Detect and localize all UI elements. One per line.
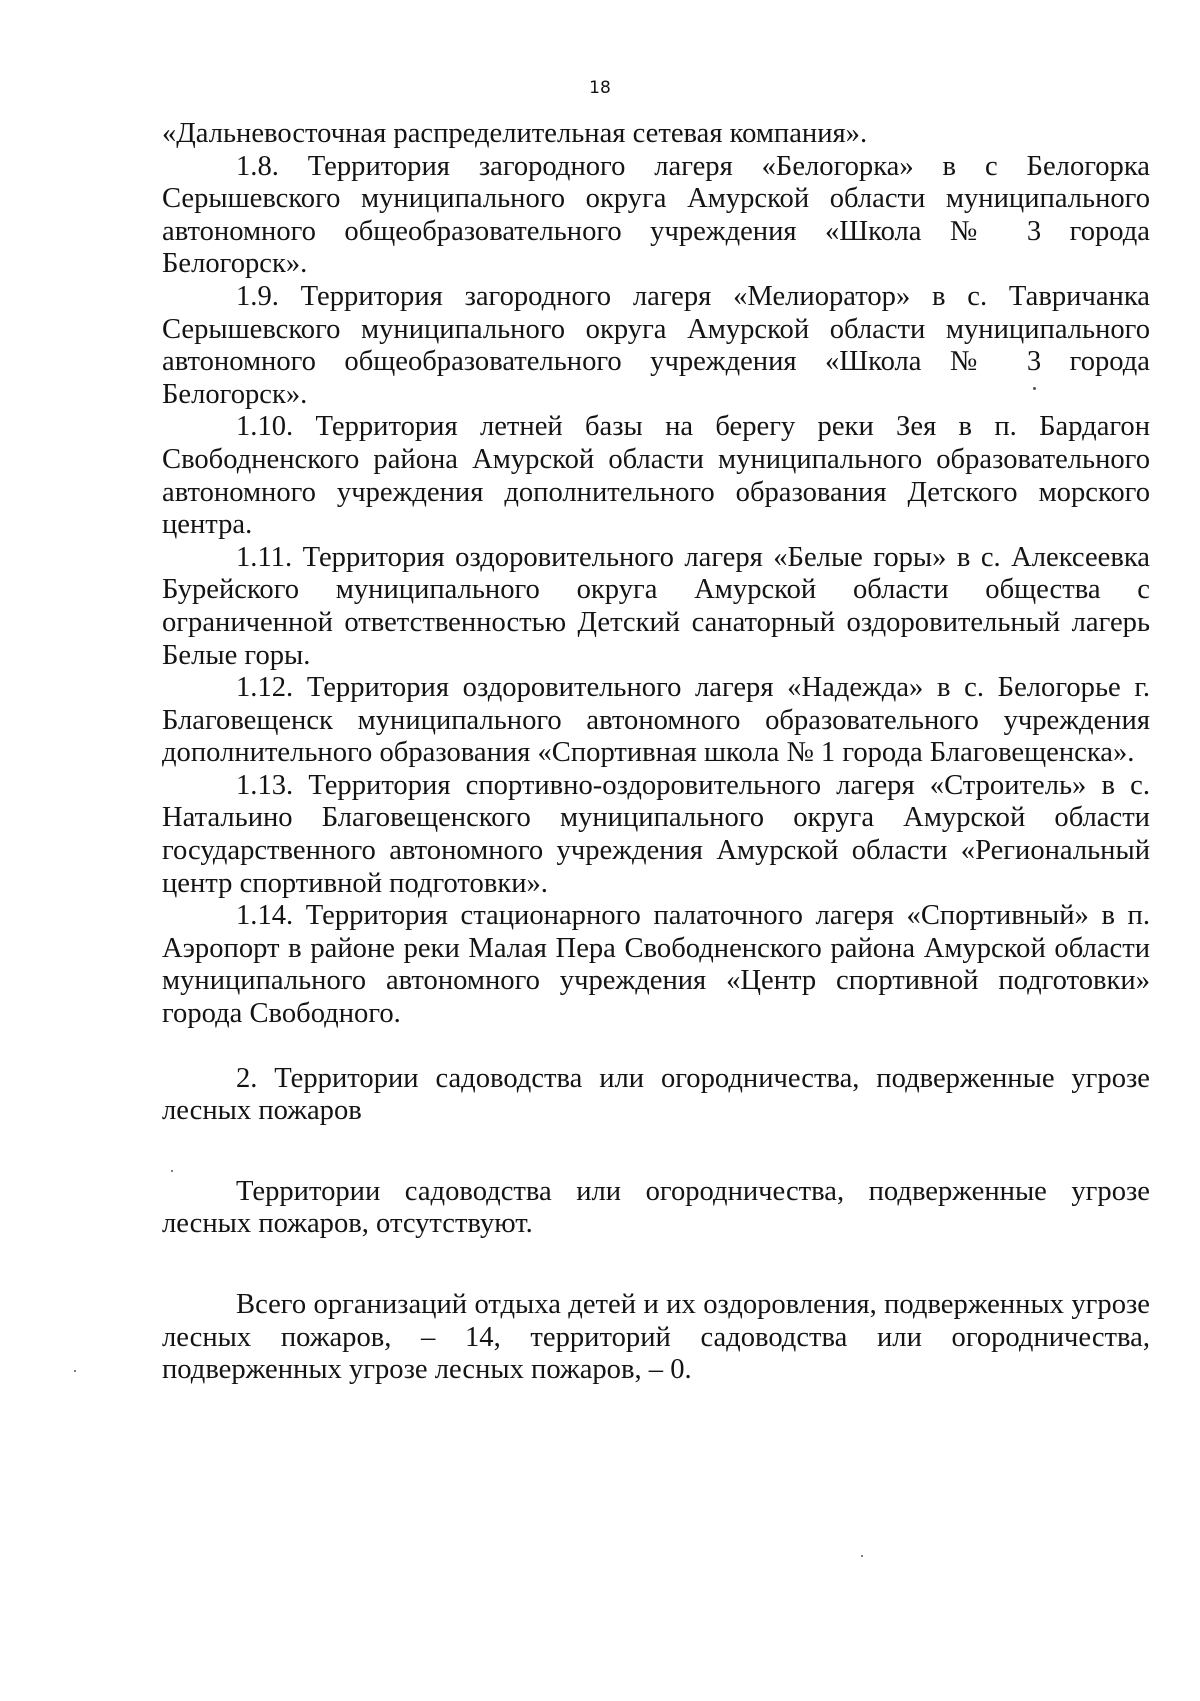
scan-speck	[861, 1555, 863, 1557]
paragraph-item-1-12: 1.12. Территория оздоровительного лагеря «Надежда» в с. Белогорье г. Благовещенск муниципального автономного образовательного учреждения дополнительного образования «Спортивная школа № 1 города Благовещенска».	[162, 672, 1150, 769]
paragraph-item-1-9: 1.9. Территория загородного лагеря «Мелиоратор» в с. Тавричанка Серышевского муниципального округа Амурской области муниципального автономного общеобразовательного учреждения «Школа № 3 города Белогорск».	[162, 280, 1150, 410]
paragraph-item-1-14: 1.14. Территория стационарного палаточного лагеря «Спортивный» в п. Аэропорт в районе реки Малая Пера Свободненского района Амурской области муниципального автономного учреждения «Центр спортивной подготовки» города Свободного.	[162, 900, 1150, 1030]
summary-paragraph: Всего организаций отдыха детей и их оздоровления, подверженных угрозе лесных пожаров, – 14, территорий садоводства или огородничества, подверженных угрозе лесных пожаров, – 0.	[162, 1289, 1150, 1386]
paragraph-continuation: «Дальневосточная распределительная сетевая компания».	[162, 118, 868, 149]
scan-speck	[74, 1370, 76, 1372]
paragraph-item-1-13: 1.13. Территория спортивно-оздоровительного лагеря «Строитель» в с. Натальино Благовещенского муниципального округа Амурской области государственного автономного учреждения Амурской области «Региональный центр спортивной подготовки».	[162, 769, 1150, 899]
document-body	[162, 118, 1150, 1387]
paragraph-item-1-8: 1.8. Территория загородного лагеря «Белогорка» в с Белогорка Серышевского муниципального округа Амурской области муниципального автономного общеобразовательного учреждения «Школа № 3 города Белогорск».	[162, 150, 1150, 280]
section-2-heading: 2. Территории садоводства или огородничества, подверженные угрозе лесных пожаров	[162, 1062, 1150, 1127]
paragraph-item-1-11: 1.11. Территория оздоровительного лагеря «Белые горы» в с. Алексеевка Бурейского муниципального округа Амурской области общества с ограниченной ответственностью Детский санаторный оздоровительный лагерь Белые горы.	[162, 541, 1150, 671]
section-2-statement: Территории садоводства или огородничества, подверженные угрозе лесных пожаров, отсутствуют.	[162, 1175, 1150, 1240]
scan-speck	[1033, 387, 1036, 390]
paragraph-item-1-10: 1.10. Территория летней базы на берегу реки Зея в п. Бардагон Свободненского района Амурской области муниципального образовательного автономного учреждения дополнительного образования Детского морского центра.	[162, 411, 1150, 541]
scan-speck	[171, 1170, 173, 1172]
page-number: 18	[589, 78, 611, 98]
